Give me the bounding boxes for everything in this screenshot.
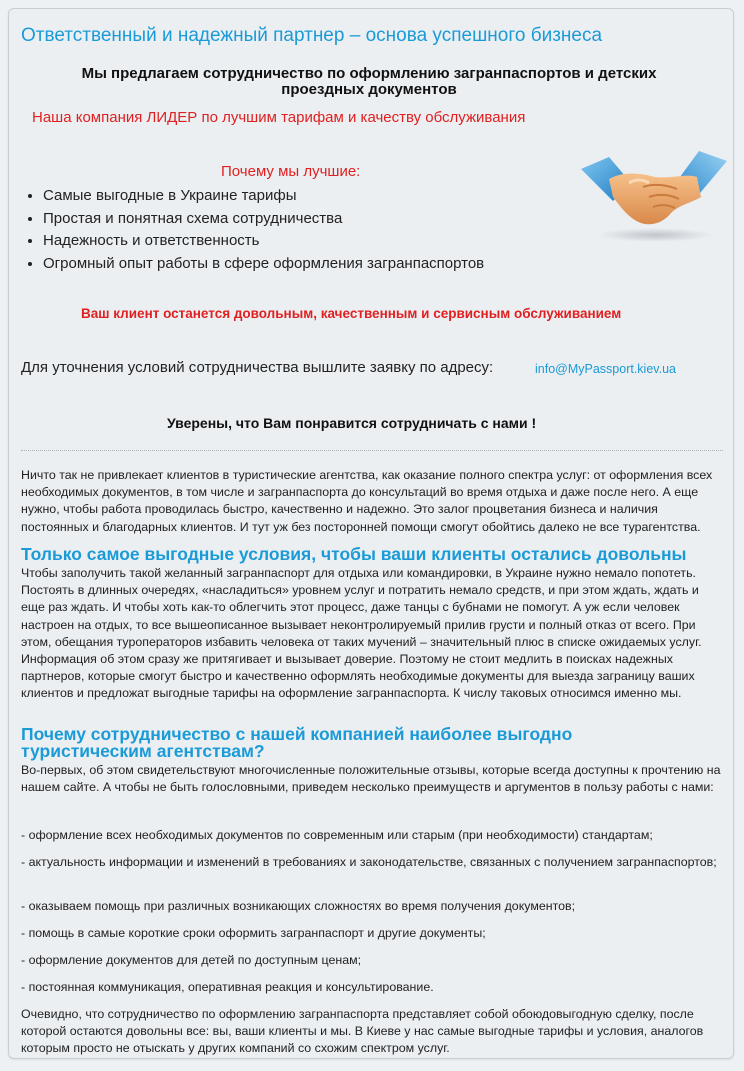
advantage-item: - оформление всех необходимых документов по современным или старым (при необходимости) стандартам;: [21, 828, 653, 842]
why-best-title: Почему мы лучшие:: [221, 163, 361, 180]
satisfaction-text: Ваш клиент останется довольным, качественным и сервисным обслуживанием: [81, 306, 622, 321]
handshake-icon: [579, 139, 729, 244]
conclusion-paragraph: Очевидно, что сотрудничество по оформлению загранпаспорта представляет собой обоюдовыгодную сделку, после которой остаются довольны все: вы, ваши клиенты и мы. В Киеве у нас самые выгодные тарифы и условия, аналогов которым просто не отыскать у других компаний со схожим спектром услуг.: [21, 1007, 704, 1056]
conditions-heading: Только самое выгодные условия, чтобы ваши клиенты остались довольны: [21, 544, 687, 564]
list-item: • Простая и понятная схема сотрудничества: [43, 208, 484, 231]
conditions-paragraph: Чтобы заполучить такой желанный загранпаспорт для отдыха или командировки, в Украине нужно немало попотеть. Постоять в длинных очередях, «насладиться» уровнем услуг и потратить немало средств, и при этом ждать, ждать и еще раз ждать. И чтобы хоть как-то облегчить этот процесс, даже танцы с бубнами не помогут. А уж если человек настроен на отдых, то все вышеописанное вызывает неконтролируемый прилив грусти и полный отказ от всего. При этом, обещания туроператоров избавить человека от таких мучений – значительный плюс в списке ожидаемых услуг. Информация об этом сразу же притягивает и вызывает доверие. Поэтому не стоит медлить в поисках надежных партнеров, которые смогут быстро и качественно оформлять необходимые документы для выезда заграницу ваших клиентов и предложат выгодные тарифы на оформление загранпаспорта. К числу таковых относимся именно мы.: [21, 566, 702, 701]
advantage-item: - постоянная коммуникация, оперативная реакция и консультирование.: [21, 980, 434, 994]
list-item: • Надежность и ответственность: [43, 230, 484, 253]
divider: [21, 450, 723, 451]
content-panel: [8, 8, 734, 1059]
cooperation-slogan: Уверены, что Вам понравится сотрудничать с нами !: [167, 415, 537, 431]
advantage-item: - оформление документов для детей по доступным ценам;: [21, 953, 362, 967]
offer-heading: Мы предлагаем сотрудничество по оформлению загранпаспортов и детских проездных документов: [81, 65, 657, 98]
list-item: • Огромный опыт работы в сфере оформления загранпаспортов: [43, 253, 484, 276]
benefits-list: [9, 185, 484, 275]
advantage-item: - оказываем помощь при различных возникающих сложностях во время получения документов;: [21, 899, 576, 913]
advantage-item: - актуальность информации и изменений в требованиях и законодательстве, связанных с получением загранпаспортов;: [21, 855, 717, 869]
leader-text: Наша компания ЛИДЕР по лучшим тарифам и качеству обслуживания: [32, 109, 526, 126]
page-title: Ответственный и надежный партнер – основа успешного бизнеса: [21, 25, 603, 46]
intro-paragraph: Ничто так не привлекает клиентов в туристические агентства, как оказание полного спектра услуг: от оформления всех необходимых документов, в том числе и загранпаспорта до консультаций во время отдыха и даже после него. А еще нужно, чтобы работа проводилась быстро, качественно и надежно. Это залог процветания бизнеса и наличия постоянных и благодарных клиентов. И тут уж без посторонней помощи смогут обойтись далеко не все турагентства.: [21, 468, 713, 534]
advantage-item: - помощь в самые короткие сроки оформить загранпаспорт и другие документы;: [21, 926, 486, 940]
list-item: • Самые выгодные в Украине тарифы: [43, 185, 484, 208]
contact-text: Для уточнения условий сотрудничества вышлите заявку по адресу:: [21, 359, 494, 376]
why-us-paragraph: Во-первых, об этом свидетельствуют многочисленные положительные отзывы, которые всегда доступны к прочтению на нашем сайте. А чтобы не быть голословными, приведем несколько преимуществ и аргументов в пользу работы с нами:: [21, 763, 721, 795]
why-us-heading: Почему сотрудничество с нашей компанией наиболее выгодно туристическим агентствам?: [21, 724, 573, 761]
email-link[interactable]: info@MyPassport.kiev.ua: [535, 362, 676, 376]
